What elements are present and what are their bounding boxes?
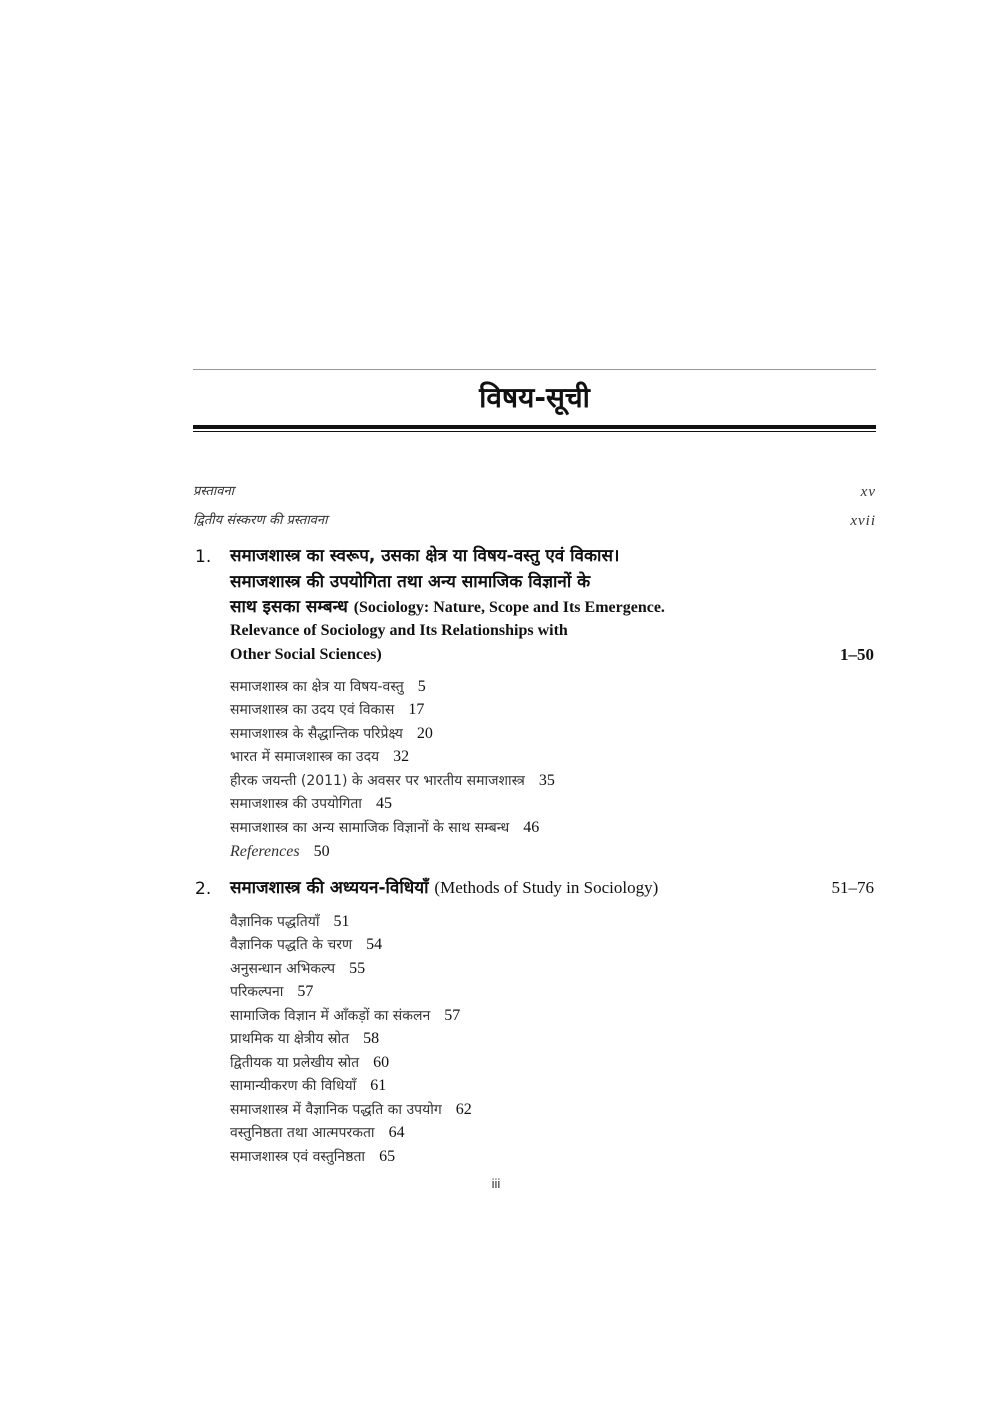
entry-page: xvii [850,513,876,529]
section-title: समाजशास्त्र की उपयोगिता [230,796,362,812]
section-page: 46 [523,819,540,836]
section-page: 17 [408,701,425,718]
section-title: वस्तुनिष्ठता तथा आत्मपरकता [230,1125,375,1141]
chapter-title-line: समाजशास्त्र का स्वरूप, उसका क्षेत्र या विषय-वस्तु एवं विकास। [230,546,620,566]
section-title: सामाजिक विज्ञान में आँकड़ों का संकलन [230,1008,431,1024]
section-entry[interactable] [230,1005,460,1027]
section-title: समाजशास्त्र का उदय एवं विकास [230,702,395,718]
chapter-title-line [230,595,665,620]
section-entry[interactable] [230,1122,405,1144]
section-title: सामान्यीकरण की विधियाँ [230,1078,357,1094]
section-entry[interactable] [230,958,365,980]
chapter-title-english: Other Social Sciences) [230,646,382,663]
title-rule-thick [193,425,876,429]
section-entry[interactable] [230,934,382,956]
section-page: 55 [349,960,366,977]
chapter-title-english: (Sociology: Nature, Scope and Its Emergence. [353,599,665,616]
section-entry[interactable] [230,1099,472,1121]
title-rule-thin [193,431,876,432]
section-page: 64 [388,1124,405,1141]
section-entry[interactable] [230,793,392,815]
section-page: 62 [455,1101,472,1118]
section-title: अनुसन्धान अभिकल्प [230,961,336,977]
section-entry[interactable] [230,723,433,745]
section-title: समाजशास्त्र का अन्य सामाजिक विज्ञानों के साथ सम्बन्ध [230,820,510,836]
section-entry[interactable] [230,1075,386,1097]
toc-entry-preface[interactable] [193,482,876,502]
section-entry[interactable] [230,770,555,792]
section-title: वैज्ञानिक पद्धति के चरण [230,937,353,953]
section-page: 60 [373,1054,390,1071]
chapter-title-line: समाजशास्त्र की उपयोगिता तथा अन्य सामाजिक विज्ञानों के [230,572,591,592]
section-page: 57 [444,1007,461,1024]
section-entry[interactable] [230,817,539,839]
section-entry[interactable] [230,1052,389,1074]
section-title: समाजशास्त्र के सैद्धान्तिक परिप्रेक्ष्य [230,726,403,742]
section-entry[interactable] [230,911,349,933]
entry-label: द्वितीय संस्करण की प्रस्तावना [193,513,328,528]
section-entry[interactable] [230,699,424,721]
page-title: विषय-सूची [479,381,590,414]
section-title: References [230,843,300,860]
section-title: समाजशास्त्र का क्षेत्र या विषय-वस्तु [230,679,404,695]
section-page: 50 [313,843,330,860]
section-title: वैज्ञानिक पद्धतियाँ [230,914,320,930]
section-title: भारत में समाजशास्त्र का उदय [230,749,380,765]
section-page: 58 [363,1030,380,1047]
entry-label: प्रस्तावना [193,484,235,499]
section-page: 61 [370,1077,387,1094]
chapter-title-english: (Methods of Study in Sociology) [434,878,659,897]
section-entry[interactable] [230,981,313,1003]
section-entry[interactable] [230,1028,379,1050]
section-page: 45 [375,795,392,812]
chapter-title-english: Relevance of Sociology and Its Relationships with [230,622,568,639]
entry-page: xv [860,484,876,500]
section-page: 35 [538,772,555,789]
section-page: 65 [379,1148,396,1165]
section-title: द्वितीयक या प्रलेखीय स्रोत [230,1055,360,1071]
chapter-number: 1. [195,547,212,567]
chapter-page-range: 1–50 [840,645,874,664]
section-title: प्राथमिक या क्षेत्रीय स्रोत [230,1031,350,1047]
section-title: हीरक जयन्ती (2011) के अवसर पर भारतीय समाजशास्त्र [230,773,525,789]
chapter-title-hindi: समाजशास्त्र की अध्ययन-विधियाँ [230,878,429,898]
section-entry[interactable] [230,1146,395,1168]
toc-entry-second-edition-preface[interactable] [193,511,876,531]
section-page: 32 [393,748,410,765]
section-entry[interactable] [230,676,426,698]
section-entry[interactable] [230,746,409,768]
section-page: 20 [416,725,433,742]
chapter-page-range: 51–76 [831,878,874,897]
section-page: 54 [366,936,383,953]
section-title: समाजशास्त्र में वैज्ञानिक पद्धति का उपयोग [230,1102,442,1118]
chapter-title-hindi: साथ इसका सम्बन्ध [230,597,348,617]
section-title: परिकल्पना [230,984,284,1000]
section-page: 5 [417,678,426,695]
section-page: 57 [297,983,314,1000]
chapter-title-line [230,876,658,900]
page-number: iii [491,1176,501,1191]
section-page: 51 [333,913,350,930]
chapter-number: 2. [195,879,212,899]
top-divider [193,369,876,370]
section-title: समाजशास्त्र एवं वस्तुनिष्ठता [230,1149,366,1165]
section-entry[interactable] [230,841,330,863]
